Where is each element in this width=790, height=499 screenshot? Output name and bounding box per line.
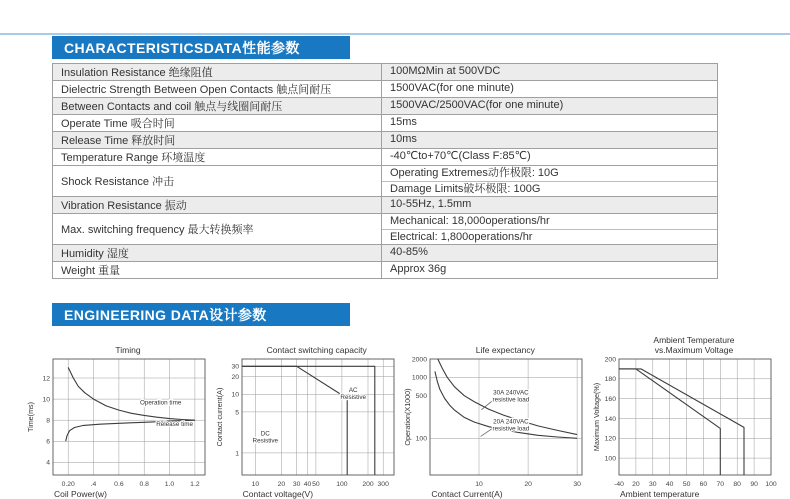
- table-row: [53, 132, 717, 149]
- chart-title: Ambient Temperature vs.Maximum Voltage: [653, 335, 735, 356]
- chart-title: Timing: [115, 345, 141, 356]
- svg-text:Resistive: Resistive: [340, 394, 366, 402]
- svg-text:Resistive: Resistive: [252, 437, 278, 445]
- svg-text:20: 20: [277, 481, 285, 489]
- svg-text:10: 10: [475, 481, 484, 489]
- table-row-value: 10ms: [390, 133, 417, 145]
- table-row-label: Between Contacts and coil 触点与线圈间耐压: [53, 98, 382, 114]
- svg-text:2000: 2000: [412, 356, 428, 364]
- table-row-values: [382, 98, 717, 114]
- table-row-label: Insulation Resistance 绝缘阻值: [53, 64, 382, 80]
- svg-text:4: 4: [46, 460, 50, 468]
- svg-text:30: 30: [231, 364, 239, 372]
- table-row-value: 40-85%: [390, 246, 428, 259]
- table-row-values: [382, 214, 717, 244]
- chart-ambient-temperature: [592, 334, 780, 499]
- chart-title: Contact switching capacity: [266, 345, 367, 356]
- svg-text:40: 40: [303, 481, 311, 489]
- table-row-values: [382, 115, 717, 131]
- chart-xlabel: Coil Power(w): [54, 489, 107, 499]
- charts-row: [26, 334, 780, 499]
- svg-text:0.8: 0.8: [139, 481, 149, 489]
- section-header-characteristics: [52, 36, 350, 59]
- table-row: [53, 197, 717, 214]
- svg-text:0.6: 0.6: [114, 481, 124, 489]
- svg-text:1.2: 1.2: [190, 481, 200, 489]
- top-divider: [0, 33, 790, 35]
- section-header-engineering: [52, 303, 350, 326]
- table-row-label: Humidity 湿度: [53, 245, 382, 261]
- svg-text:10: 10: [231, 392, 239, 400]
- table-row-values: [382, 81, 717, 97]
- table-row-values: [382, 245, 717, 261]
- chart-plot-wrap: [592, 355, 780, 489]
- table-row: [53, 214, 717, 245]
- table-row-values: [382, 64, 717, 80]
- svg-text:10: 10: [251, 481, 259, 489]
- svg-text:90: 90: [750, 481, 758, 489]
- chart-plot-wrap: [26, 355, 214, 489]
- table-row-value: Operating Extremes动作极限: 10G: [390, 167, 559, 179]
- table-row-label: Release Time 释放时间: [53, 132, 382, 148]
- table-row-value: Mechanical: 18,000operations/hr: [390, 215, 550, 228]
- chart-plot: [592, 355, 780, 489]
- svg-text:Operation time: Operation time: [140, 399, 182, 407]
- table-row-label: Vibration Resistance 振动: [53, 197, 382, 213]
- svg-text:140: 140: [604, 416, 616, 424]
- svg-text:12: 12: [42, 375, 50, 383]
- svg-text:30A 240VAC: 30A 240VAC: [493, 390, 530, 398]
- table-row-values: [382, 132, 717, 148]
- chart-xlabel: Contact voltage(V): [242, 489, 314, 499]
- table-row-value: -40℃to+70℃(Class F:85℃): [390, 150, 531, 162]
- svg-text:8: 8: [46, 417, 50, 425]
- svg-text:0.20: 0.20: [61, 481, 75, 489]
- svg-text:200: 200: [604, 356, 616, 364]
- chart-plot-wrap: [403, 355, 591, 489]
- chart-xlabel: Ambient temperature: [619, 489, 700, 499]
- svg-text:40: 40: [665, 481, 674, 489]
- table-row-value: 1500VAC(for one minute): [390, 82, 514, 94]
- table-row: [53, 98, 717, 115]
- table-row-label: Dielectric Strength Between Open Contacts 触点间耐压: [53, 81, 382, 97]
- table-row: [53, 245, 717, 262]
- chart-timing: [26, 334, 214, 499]
- top-margin: [0, 0, 790, 33]
- svg-text:60: 60: [699, 481, 708, 489]
- svg-text:30: 30: [292, 481, 301, 489]
- table-row: [53, 81, 717, 98]
- svg-text:100: 100: [604, 455, 616, 463]
- svg-text:10: 10: [42, 396, 50, 404]
- svg-text:100: 100: [765, 481, 777, 489]
- svg-text:-40: -40: [614, 481, 624, 489]
- table-row-values: [382, 166, 717, 196]
- table-row-label: Weight 重量: [53, 262, 382, 278]
- table-row-values: [382, 262, 717, 278]
- svg-text:80: 80: [733, 481, 741, 489]
- table-row: [53, 149, 717, 166]
- table-row-value: 10-55Hz, 1.5mm: [390, 198, 472, 211]
- chart-xlabel: Contact Current(A): [431, 489, 503, 499]
- table-row: [53, 115, 717, 132]
- svg-text:50: 50: [682, 481, 691, 489]
- svg-text:DC: DC: [260, 430, 270, 438]
- svg-text:100: 100: [415, 436, 428, 444]
- chart-plot: [403, 355, 591, 489]
- table-row-label: Max. switching frequency 最大转换频率: [53, 214, 382, 244]
- svg-text:20: 20: [231, 374, 239, 382]
- chart-plot: [215, 355, 403, 489]
- svg-text:Release time: Release time: [156, 421, 193, 429]
- svg-text:160: 160: [604, 396, 616, 404]
- table-row: [53, 166, 717, 197]
- table-row-values: [382, 197, 717, 213]
- svg-text:30: 30: [573, 481, 582, 489]
- section-title-engineering: ENGINEERING DATA设计参数: [64, 306, 267, 323]
- characteristics-table: [52, 63, 718, 279]
- svg-text:20: 20: [632, 481, 640, 489]
- table-row-value: 1500VAC/2500VAC(for one minute): [390, 99, 564, 111]
- table-row: [53, 64, 717, 81]
- svg-text:200: 200: [361, 481, 374, 489]
- svg-text:5: 5: [234, 409, 239, 417]
- svg-text:500: 500: [415, 393, 428, 401]
- svg-text:120: 120: [604, 436, 616, 444]
- table-row-values: [382, 149, 717, 165]
- table-row: [53, 262, 717, 279]
- chart-plot: [26, 355, 214, 489]
- svg-text:Contact current(A): Contact current(A): [214, 388, 224, 447]
- svg-text:1000: 1000: [412, 375, 428, 383]
- chart-life-expectancy: [403, 334, 591, 499]
- svg-text:resistive load: resistive load: [492, 425, 530, 433]
- svg-text:Operation(X1000): Operation(X1000): [403, 388, 413, 446]
- svg-text:70: 70: [716, 481, 725, 489]
- table-row-label: Shock Resistance 冲击: [53, 166, 382, 196]
- table-row-value: 15ms: [390, 116, 417, 128]
- svg-text:.4: .4: [90, 481, 97, 489]
- svg-text:20: 20: [524, 481, 533, 489]
- section-title-characteristics: CHARACTERISTICSDATA性能参数: [64, 39, 300, 56]
- table-row-label: Temperature Range 环境温度: [53, 149, 382, 165]
- chart-contact-switching-capacity: [215, 334, 403, 499]
- svg-text:1.0: 1.0: [164, 481, 175, 489]
- svg-text:50: 50: [311, 481, 320, 489]
- svg-text:Maximum Voltage(%): Maximum Voltage(%): [591, 383, 601, 452]
- chart-title: Life expectancy: [475, 345, 535, 356]
- table-row-value: Approx 36g: [390, 263, 447, 276]
- svg-text:1: 1: [234, 450, 239, 458]
- svg-text:20A 240VAC: 20A 240VAC: [493, 418, 530, 426]
- svg-text:6: 6: [46, 439, 50, 447]
- svg-text:180: 180: [604, 376, 616, 384]
- table-row-value: Electrical: 1,800operations/hr: [382, 229, 717, 245]
- table-row-value: Damage Limits破坏极限: 100G: [382, 181, 717, 197]
- chart-plot-wrap: [215, 355, 403, 489]
- svg-text:Time(ms): Time(ms): [26, 402, 35, 433]
- svg-text:100: 100: [335, 481, 348, 489]
- svg-text:AC: AC: [348, 387, 358, 395]
- svg-text:resistive load: resistive load: [492, 397, 530, 405]
- svg-text:30: 30: [648, 481, 657, 489]
- svg-text:300: 300: [377, 481, 389, 489]
- table-row-label: Operate Time 吸合时间: [53, 115, 382, 131]
- table-row-value: 100MΩMin at 500VDC: [390, 65, 501, 77]
